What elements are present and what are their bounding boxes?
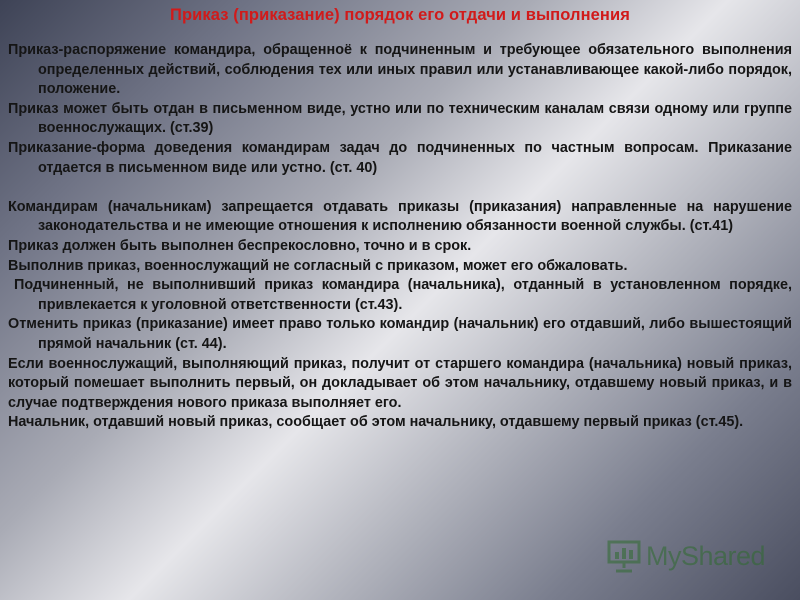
paragraph-spacer bbox=[8, 178, 792, 198]
slide-body bbox=[8, 41, 792, 433]
paragraph-appeal: Выполнив приказ, военнослужащий не согласный с приказом, может его обжаловать. bbox=[8, 257, 628, 274]
slide-title: Приказ (приказание) порядок его отдачи и выполнения bbox=[170, 6, 630, 24]
presentation-board-icon bbox=[606, 538, 642, 574]
watermark-text: MyShared bbox=[646, 540, 766, 571]
paragraph-cancellation: Отменить приказ (приказание) имеет право только командир (начальник) его отдавший, либо вышестоящий прямой начальник (ст. 44). bbox=[8, 316, 792, 352]
paragraph-instruction-definition: Приказание-форма доведения командирам задач до подчиненных по частным вопросам. Приказание отдается в письменном виде или устно. (ст. 40) bbox=[8, 139, 792, 176]
paragraph-order-definition: Приказ-распоряжение командира, обращенноё к подчиненным и требующее обязательного выполнения определенных действий, соблюдения тех или иных правил или устанавливающее какой-либо порядок, положение. bbox=[8, 42, 792, 98]
paragraph-order-forms: Приказ может быть отдан в письменном виде, устно или по техническим каналам связи одному или группе военнослужащих. (ст.39) bbox=[8, 100, 792, 137]
paragraph-notification: Начальник, отдавший новый приказ, сообщает об этом начальнику, отдавшему первый приказ (ст.45). bbox=[8, 414, 744, 431]
paragraph-prohibition: Командирам (начальникам) запрещается отдавать приказы (приказания) направленные на нарушение законодательства и не имеющие отношения к исполнению обязанности военной службы. (ст.41) bbox=[8, 198, 792, 235]
paragraph-liability: Подчиненный, не выполнивший приказ командира (начальника), отданный в установленном порядке, привлекается к уголовной ответственности (ст.43). bbox=[14, 277, 792, 313]
paragraph-new-order: Если военнослужащий, выполняющий приказ, получит от старшего командира (начальника) новый приказ, который помешает выполнить первый, он докладывает об этом начальнику, отдавшему новый приказ, и в случае подтверждения нового приказа выполняет его. bbox=[8, 355, 792, 411]
paragraph-execution: Приказ должен быть выполнен беспрекословно, точно и в срок. bbox=[8, 237, 472, 254]
watermark-logo bbox=[606, 536, 766, 576]
